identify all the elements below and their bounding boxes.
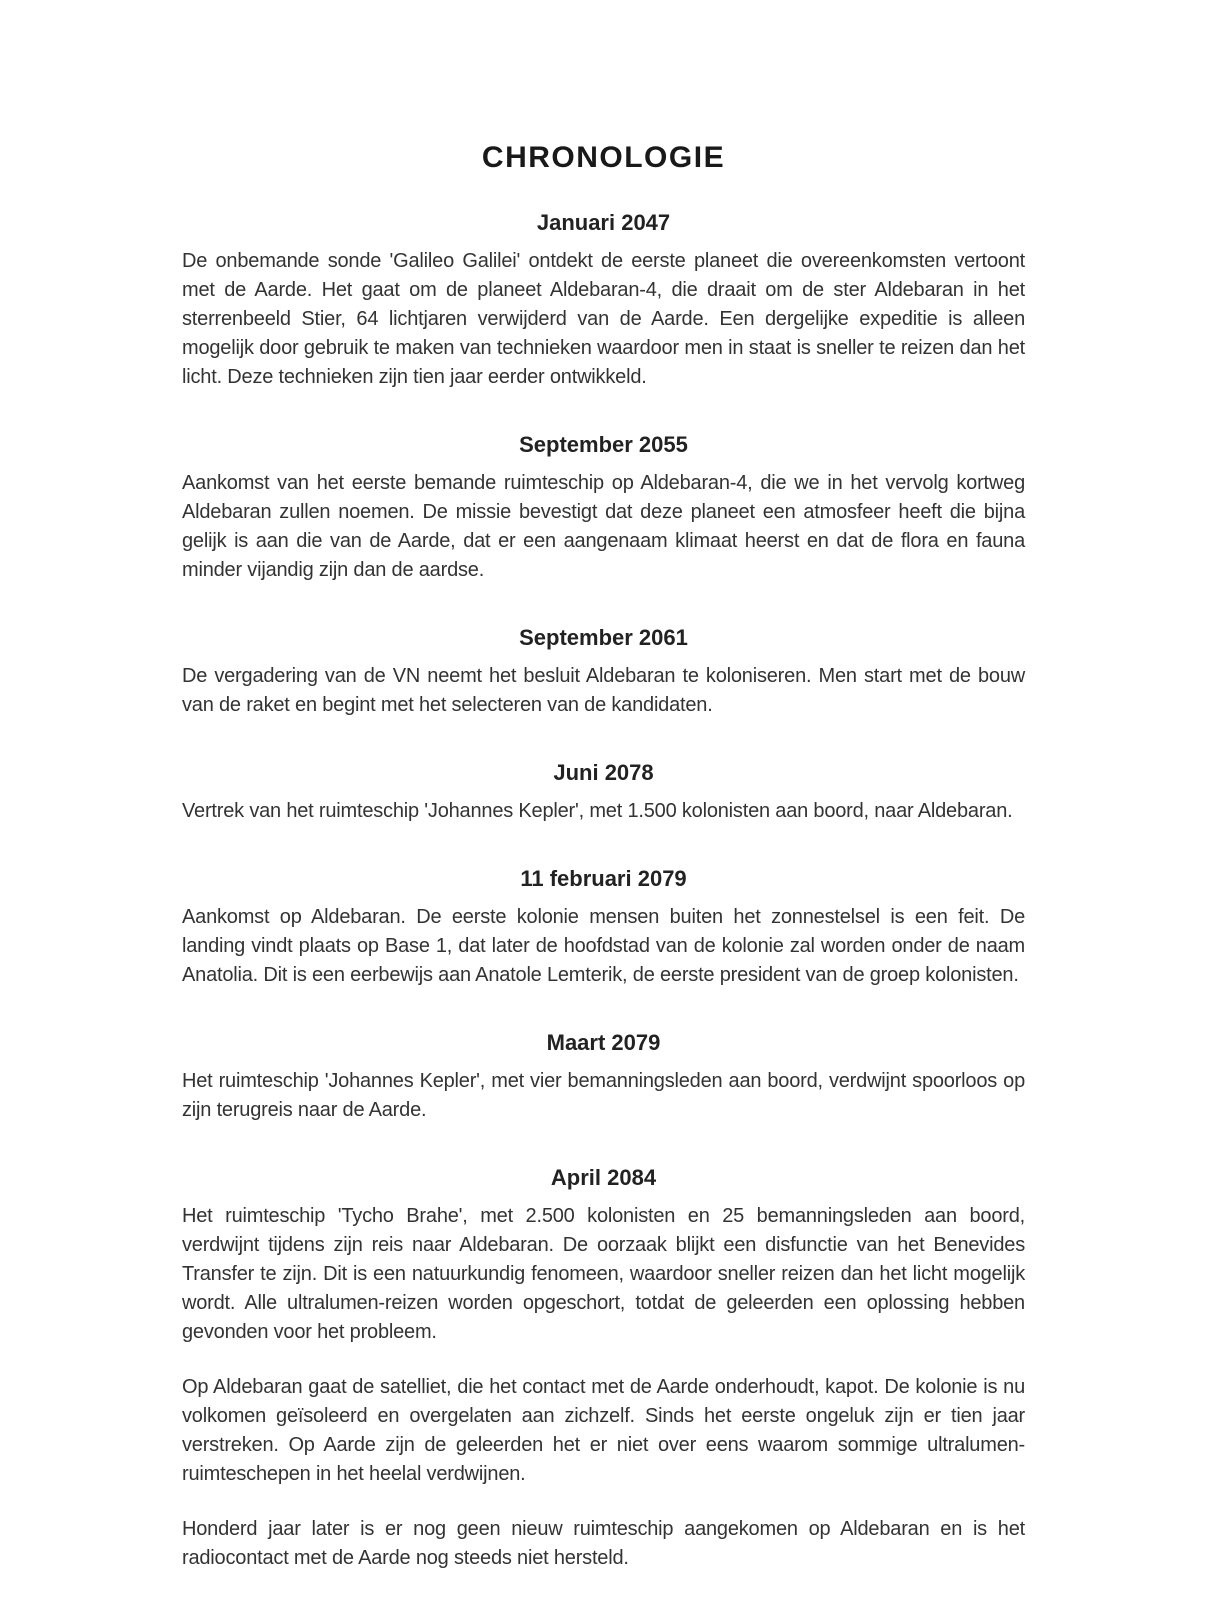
section-heading-11-februari-2079: 11 februari 2079 (520, 866, 687, 891)
paragraph-april-2084-2: Op Aldebaran gaat de satelliet, die het contact met de Aarde onderhoudt, kapot. De kolonie is nu volkomen geïsoleerd en overgelaten aan zichzelf. Sinds het eerste ongeluk zijn er tien jaar verstreken. Op Aarde zijn de geleerden het er niet over eens waarom sommige ultralumen-ruimteschepen in het heelal verdwijnen. (182, 1376, 1025, 1485)
section-heading-april-2084: April 2084 (550, 1165, 657, 1190)
paragraph-juni-2078: Vertrek van het ruimteschip 'Johannes Kepler', met 1.500 kolonisten aan boord, naar Aldebaran. (182, 800, 1013, 822)
page-title: CHRONOLOGIE (481, 141, 726, 174)
section-heading-september-2055: September 2055 (519, 432, 688, 457)
paragraph-september-2061: De vergadering van de VN neemt het besluit Aldebaran te koloniseren. Men start met de bouw van de raket en begint met het selecteren van de kandidaten. (182, 665, 1025, 716)
paragraph-september-2055: Aankomst van het eerste bemande ruimteschip op Aldebaran-4, die we in het vervolg kortweg Aldebaran zullen noemen. De missie bevestigt dat deze planeet een atmosfeer heeft die bijna gelijk is aan die van de Aarde, dat er een aangenaam klimaat heerst en dat de flora en fauna minder vijandig zijn dan de aardse. (182, 472, 1025, 581)
paragraph-maart-2079: Het ruimteschip 'Johannes Kepler', met vier bemanningsleden aan boord, verdwijnt spoorloos op zijn terugreis naar de Aarde. (182, 1070, 1025, 1121)
section-heading-maart-2079: Maart 2079 (546, 1030, 661, 1055)
section-heading-september-2061: September 2061 (519, 625, 688, 650)
paragraph-april-2084-1: Het ruimteschip 'Tycho Brahe', met 2.500 kolonisten en 25 bemanningsleden aan boord, verdwijnt tijdens zijn reis naar Aldebaran. De oorzaak blijkt een disfunctie van het Benevides Transfer te zijn. Dit is een natuurkundig fenomeen, waardoor sneller reizen dan het licht mogelijk wordt. Alle ultralumen-reizen worden opgeschort, totdat de geleerden een oplossing hebben gevonden voor het probleem. (182, 1205, 1025, 1343)
paragraph-april-2084-3: Honderd jaar later is er nog geen nieuw ruimteschip aangekomen op Aldebaran en is het radiocontact met de Aarde nog steeds niet hersteld. (182, 1518, 1025, 1569)
section-heading-juni-2078: Juni 2078 (553, 760, 654, 785)
paragraph-januari-2047: De onbemande sonde 'Galileo Galilei' ontdekt de eerste planeet die overeenkomsten vertoont met de Aarde. Het gaat om de planeet Aldebaran-4, die draait om de ster Aldebaran in het sterrenbeeld Stier, 64 lichtjaren verwijderd van de Aarde. Een dergelijke expeditie is alleen mogelijk door gebruik te maken van technieken waardoor men in staat is sneller te reizen dan het licht. Deze technieken zijn tien jaar eerder ontwikkeld. (182, 250, 1025, 388)
paragraph-11-februari-2079: Aankomst op Aldebaran. De eerste kolonie mensen buiten het zonnestelsel is een feit. De landing vindt plaats op Base 1, dat later de hoofdstad van de kolonie zal worden onder de naam Anatolia. Dit is een eerbewijs aan Anatole Lemterik, de eerste president van de groep kolonisten. (182, 906, 1025, 986)
section-heading-januari-2047: Januari 2047 (536, 210, 671, 235)
